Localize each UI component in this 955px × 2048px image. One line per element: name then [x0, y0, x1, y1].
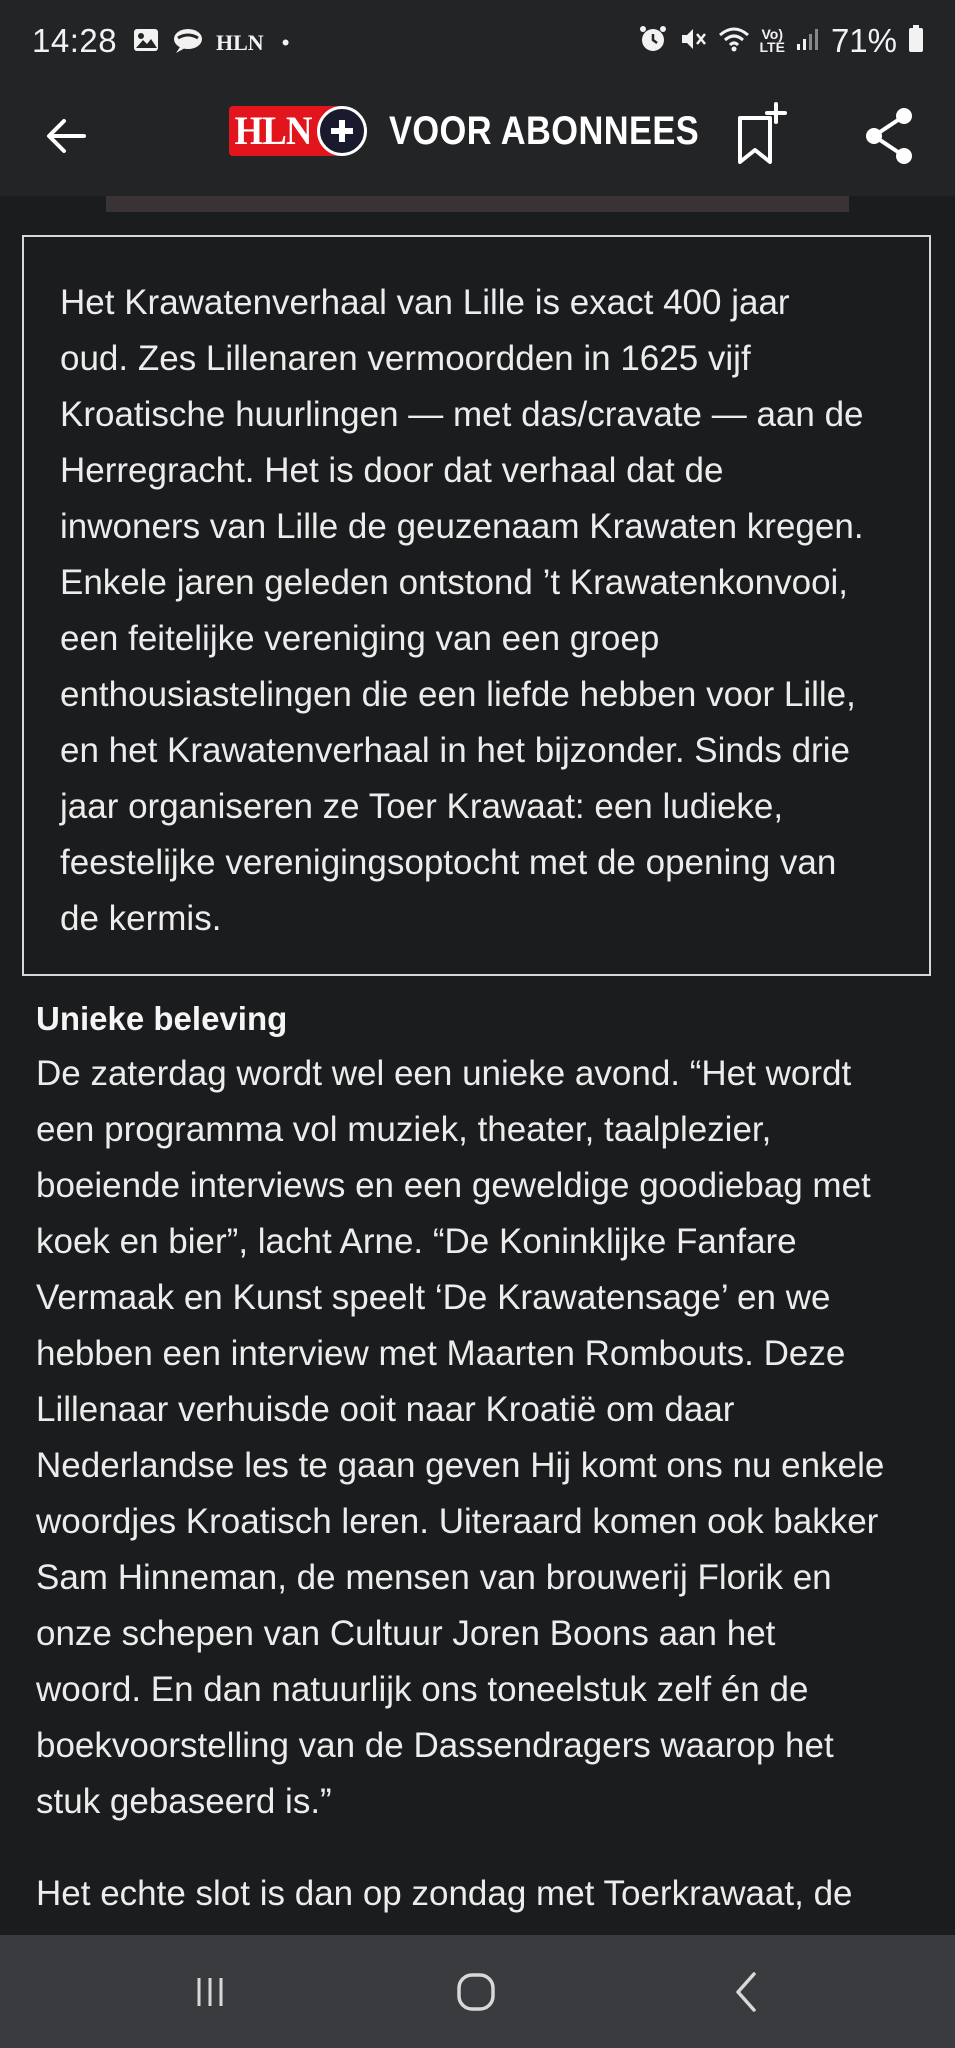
info-box-line: Herregracht. Het is door dat verhaal dat de: [60, 451, 724, 490]
paragraph-line: een programma vol muziek, theater, taalplezier,: [36, 1110, 772, 1149]
lte-label: LTE: [759, 39, 785, 55]
info-box-line: Kroatische huurlingen — met das/cravate — aan de: [60, 395, 864, 434]
paragraph-line: woordjes Kroatisch leren. Uiteraard komen ook bakker: [36, 1502, 879, 1541]
more-notifications-dot: •: [281, 29, 290, 55]
info-box-line: Enkele jaren geleden ontstond ’t Krawatenkonvooi,: [60, 563, 849, 602]
paragraph-line: koek en bier”, lacht Arne. “De Koninklijke Fanfare: [36, 1222, 797, 1261]
paragraph-line: onze schepen van Cultuur Joren Boons aan het: [36, 1614, 776, 1653]
info-box-line: jaar organiseren ze Toer Krawaat: een ludieke,: [60, 787, 784, 826]
info-box-line: oud. Zes Lillenaren vermoordden in 1625 vijf: [60, 339, 751, 378]
page-title: VOOR ABONNEES: [388, 108, 699, 153]
article-paragraph: [36, 1046, 926, 1830]
paragraph-line: De zaterdag wordt wel een unieke avond. “Het wordt: [36, 1054, 852, 1093]
gallery-icon: [132, 26, 160, 59]
back-icon: [726, 1970, 766, 2014]
share-icon: [862, 106, 918, 166]
system-nav-bar: [0, 1935, 955, 2048]
paragraph-line: boekvoorstelling van de Dassendragers waarop het: [36, 1726, 834, 1765]
system-back-button[interactable]: [716, 1965, 776, 2019]
info-box-line: enthousiastelingen die een liefde hebben voor Lille,: [60, 675, 856, 714]
status-notification-icons: [132, 26, 289, 59]
signal-icon: [795, 26, 821, 57]
hln-logo: HLN: [229, 106, 343, 156]
home-button[interactable]: [446, 1965, 506, 2019]
article-body: [36, 992, 926, 1922]
bookmark-add-icon: [730, 100, 790, 170]
app-bar: [0, 86, 955, 196]
wifi-icon: [718, 25, 750, 58]
home-icon: [454, 1970, 498, 2014]
info-box: [22, 235, 931, 976]
plus-icon: [317, 106, 367, 156]
paragraph-line: Vermaak en Kunst speelt ‘De Krawatensage’ en we: [36, 1278, 831, 1317]
info-box-line: Het Krawatenverhaal van Lille is exact 400 jaar: [60, 283, 790, 322]
lte-indicator: [760, 28, 785, 54]
battery-icon: [907, 24, 925, 59]
bookmark-button[interactable]: [730, 100, 790, 170]
volte-label: Vo): [761, 26, 783, 42]
battery-percent: 71%: [830, 22, 897, 59]
image-bottom-edge: [106, 196, 849, 212]
paragraph-line: Nederlandse les te gaan geven Hij komt ons nu enkele: [36, 1446, 885, 1485]
paragraph-line: Lillenaar verhuisde ooit naar Kroatië om daar: [36, 1390, 735, 1429]
paragraph-line: Sam Hinneman, de mensen van brouwerij Florik en: [36, 1558, 832, 1597]
status-system-icons: [638, 22, 925, 60]
back-button[interactable]: [38, 108, 94, 164]
recents-icon: [190, 1972, 230, 2012]
mute-icon: [678, 24, 708, 59]
status-bar: [0, 0, 955, 86]
paragraph-line: hebben een interview met Maarten Rombouts. Deze: [36, 1334, 846, 1373]
recents-button[interactable]: [180, 1965, 240, 2019]
share-button[interactable]: [862, 106, 918, 166]
section-heading: Unieke beleving: [36, 1000, 288, 1037]
status-time: 14:28: [32, 22, 118, 59]
article-paragraph-next: Het echte slot is dan op zondag met Toerkrawaat, de: [36, 1874, 853, 1913]
info-box-line: en het Krawatenverhaal in het bijzonder. Sinds drie: [60, 731, 850, 770]
arrow-left-icon: [44, 114, 88, 158]
paragraph-line: stuk gebaseerd is.”: [36, 1782, 332, 1821]
paragraph-line: woord. En dan natuurlijk ons toneelstuk zelf én de: [36, 1670, 809, 1709]
info-box-line: de kermis.: [60, 899, 222, 938]
info-box-line: inwoners van Lille de geuzenaam Krawaten kregen.: [60, 507, 864, 546]
brand-header: [229, 106, 749, 156]
alarm-icon: [638, 24, 668, 59]
hln-notification-icon: HLN: [216, 29, 264, 55]
info-box-line: een feitelijke vereniging van een groep: [60, 619, 660, 658]
chat-bubble-icon: [172, 26, 204, 59]
paragraph-line: boeiende interviews en een geweldige goodiebag met: [36, 1166, 871, 1205]
info-box-line: feestelijke verenigingsoptocht met de opening van: [60, 843, 837, 882]
